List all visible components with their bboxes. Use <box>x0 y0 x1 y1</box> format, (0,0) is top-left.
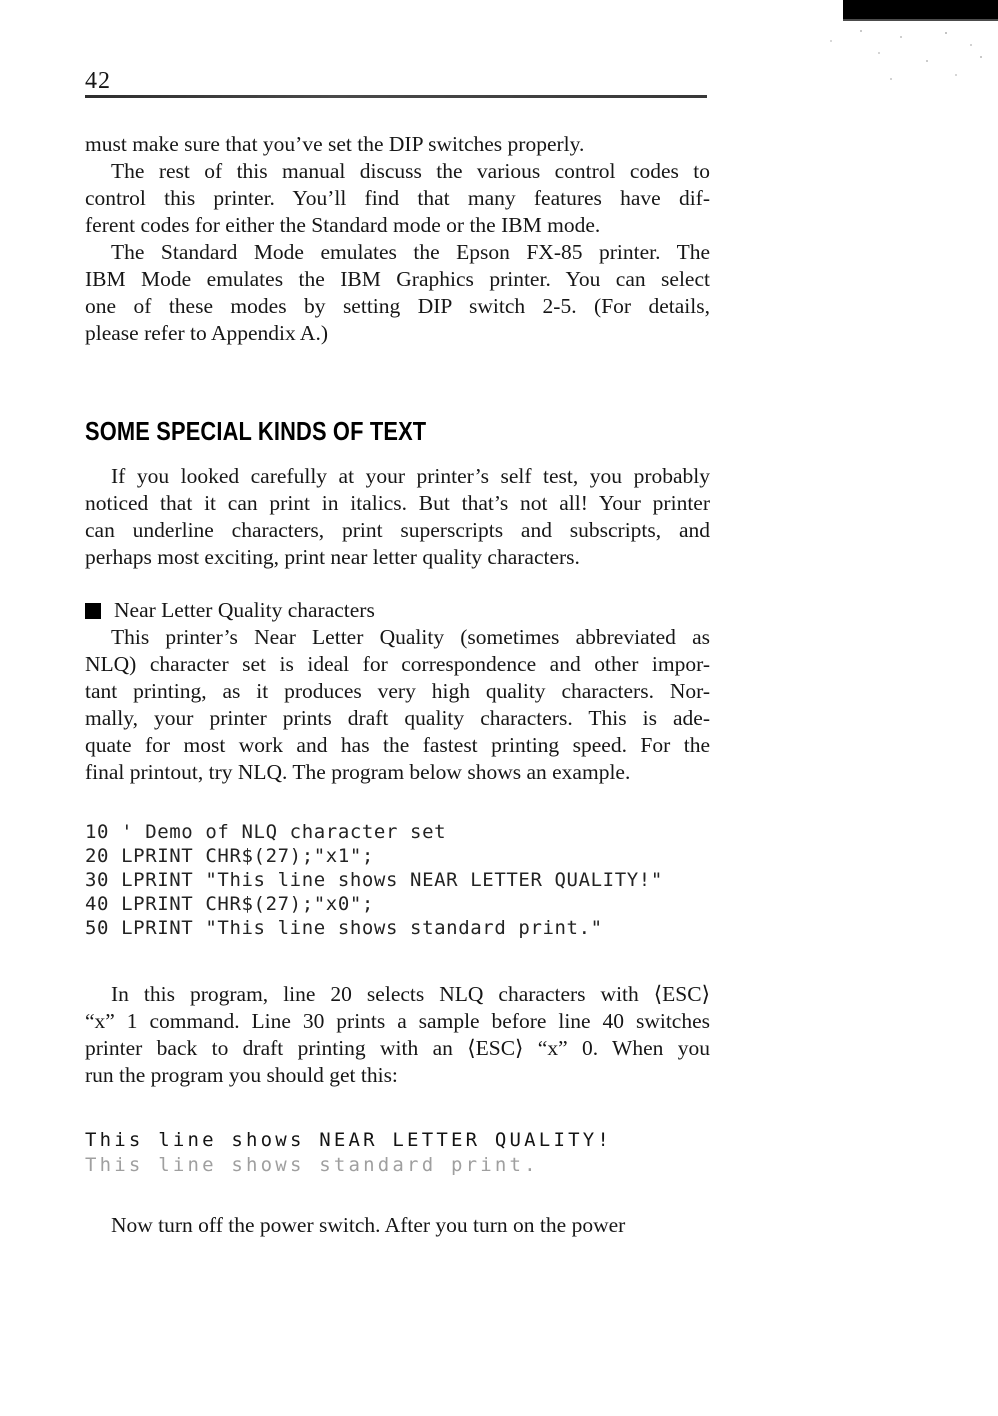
text-line: noticed that it can print in italics. But that’s not all! Your printer <box>85 491 710 515</box>
paragraph-closing <box>85 1212 710 1239</box>
text-line: run the program you should get this: <box>85 1063 398 1087</box>
text-line: The rest of this manual discuss the various control codes to <box>111 159 710 183</box>
paragraph-control-codes <box>85 158 710 239</box>
text-line: NLQ) character set is ideal for correspondence and other impor- <box>85 652 710 676</box>
paragraph-special-kinds <box>85 463 710 571</box>
bullet-heading <box>85 597 710 624</box>
text-line: mally, your printer prints draft quality characters. This is ade- <box>85 706 710 730</box>
text-line: The Standard Mode emulates the Epson FX-85 printer. The <box>111 240 710 264</box>
text-line: “x” 1 command. Line 30 prints a sample before line 40 switches <box>85 1009 710 1033</box>
square-bullet-icon <box>85 603 101 619</box>
printout-nlq-line: This line shows NEAR LETTER QUALITY! <box>85 1129 613 1151</box>
paragraph-explain <box>85 981 710 1089</box>
bullet-heading-label: Near Letter Quality characters <box>114 598 375 622</box>
text-line: ferent codes for either the Standard mode or the IBM mode. <box>85 213 601 237</box>
text-line: 20 LPRINT CHR$(27);"x1"; <box>85 845 374 867</box>
text-line: 10 ' Demo of NLQ character set <box>85 821 447 843</box>
text-line: tant printing, as it produces very high quality characters. Nor- <box>85 679 710 703</box>
paragraph-nlq <box>85 624 710 786</box>
paragraph-continuation <box>85 131 710 158</box>
code-listing <box>85 820 725 940</box>
text-line: In this program, line 20 selects NLQ characters with ⟨ESC⟩ <box>111 982 710 1006</box>
text-line: perhaps most exciting, print near letter quality characters. <box>85 545 580 569</box>
text-line: 50 LPRINT "This line shows standard print." <box>85 917 603 939</box>
text-line: can underline characters, print superscripts and subscripts, and <box>85 518 710 542</box>
printout-sample <box>85 1128 745 1178</box>
text-line: 40 LPRINT CHR$(27);"x0"; <box>85 893 374 915</box>
scan-noise-specks <box>860 30 862 32</box>
text-line: IBM Mode emulates the IBM Graphics printer. You can select <box>85 267 710 291</box>
text-line: control this printer. You’ll find that many features have dif- <box>85 186 710 210</box>
printout-draft-line: This line shows standard print. <box>85 1154 539 1176</box>
nlq-block <box>85 597 710 786</box>
header-rule <box>85 95 707 98</box>
text-line: This printer’s Near Letter Quality (sometimes abbreviated as <box>111 625 710 649</box>
text-line: final printout, try NLQ. The program below shows an example. <box>85 760 631 784</box>
scan-artifact-bar <box>843 0 998 21</box>
text-line: please refer to Appendix A.) <box>85 321 328 345</box>
page-number: 42 <box>85 68 111 94</box>
text-line: quate for most work and has the fastest printing speed. For the <box>85 733 710 757</box>
paragraph-modes <box>85 239 710 347</box>
text-line: If you looked carefully at your printer’s self test, you probably <box>111 464 710 488</box>
text-line: one of these modes by setting DIP switch 2-5. (For details, <box>85 294 710 318</box>
text-line: Now turn off the power switch. After you turn on the power <box>111 1213 626 1237</box>
section-heading: SOME SPECIAL KINDS OF TEXT <box>85 416 427 446</box>
text-line: 30 LPRINT "This line shows NEAR LETTER QUALITY!" <box>85 869 663 891</box>
intro-block <box>85 131 710 347</box>
text-line: printer back to draft printing with an ⟨ESC⟩ “x” 0. When you <box>85 1036 710 1060</box>
text-line: must make sure that you’ve set the DIP switches properly. <box>85 132 585 156</box>
